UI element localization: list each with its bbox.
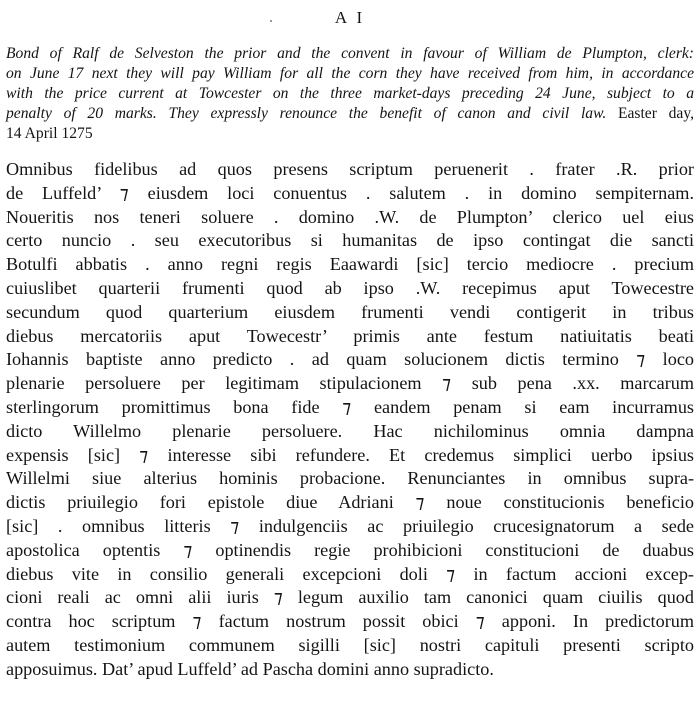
- summary-line: penalty of 20 marks. They expressly renounce the benefit of canon and civil law.: [6, 105, 607, 122]
- document-number: A I: [334, 8, 366, 27]
- document-summary: [6, 44, 694, 144]
- text-line: expensis [sic] ⁊ interesse sibi refundere. Et credemus simplici uerbo ipsius: [6, 444, 694, 465]
- text-line: dicto Willelmo plenarie persoluere. Hac nichilominus omnia dampna: [6, 420, 694, 441]
- summary-line: with the price current at Towcester on the three market-days preceding 24 June, subject to a: [6, 85, 694, 102]
- text-line: apposuimus. Dat’ apud Luffeld’ ad Pascha domini anno supradicto.: [6, 658, 494, 679]
- document-date: 14 April 1275: [6, 125, 93, 142]
- text-line: [sic] . omnibus litteris ⁊ indulgenciis ac priuilegio crucesignatorum a sede: [6, 515, 694, 536]
- page-speck: [270, 20, 272, 22]
- summary-line-with-date: [6, 104, 694, 124]
- text-line: Willelmi siue alterius hominis probacione. Renunciantes in omnibus supra-: [6, 468, 694, 489]
- text-line: secundum quod quarterium eiusdem frumenti vendi contigerit in tribus: [6, 301, 694, 322]
- text-line: Iohannis baptiste anno predicto . ad quam solucionem dictis termino ⁊ loco: [6, 349, 694, 370]
- text-line: Botulfi abbatis . anno regni regis Eaawardi [sic] tercio mediocre . precium: [6, 254, 694, 275]
- document-date-inline: Easter day,: [617, 105, 695, 122]
- text-line: autem testimonium communem sigilli [sic] nostri capituli presenti scripto: [6, 634, 694, 655]
- text-line: contra hoc scriptum ⁊ factum nostrum possit obici ⁊ apponi. In predictorum: [6, 611, 694, 632]
- text-line: plenarie persoluere per legitimam stipulacionem ⁊ sub pena .xx. marcarum: [6, 373, 694, 394]
- text-line: cuiuslibet quarterii frumenti quod ab ipso .W. recepimus aput Towecestre: [6, 277, 694, 298]
- text-line: apostolica optentis ⁊ optinendis regie prohibicioni constitucioni de duabus: [6, 539, 694, 560]
- text-line: dictis priuilegio fori epistole diue Adriani ⁊ noue constitucionis beneficio: [6, 492, 694, 513]
- summary-line: on June 17 next they will pay William for all the corn they have received from him, in accordance: [6, 65, 694, 82]
- text-line: Omnibus fidelibus ad quos presens scriptum peruenerit . frater .R. prior: [6, 159, 694, 179]
- text-line: cioni reali ac omni alii iuris ⁊ legum auxilio tam canonici quam ciuilis quod: [6, 587, 694, 608]
- text-line: sterlingorum promittimus bona fide ⁊ eandem penam si eam incurramus: [6, 396, 694, 417]
- text-line: Noueritis nos teneri soluere . domino .W. de Plumpton’ clerico uel eius: [6, 206, 694, 227]
- text-line: diebus vite in consilio generali excepcioni doli ⁊ in factum accioni excep-: [6, 563, 694, 584]
- text-line: diebus mercatoriis aput Towecestr’ primis ante festum natiuitatis beati: [6, 325, 694, 346]
- document-page: [6, 0, 694, 682]
- summary-line: Bond of Ralf de Selveston the prior and the convent in favour of William de Plumpton, clerk:: [6, 45, 694, 62]
- text-line: certo nuncio . seu executoribus si humanitas de ipso contingat die sancti: [6, 230, 694, 251]
- charter-text: [6, 158, 694, 682]
- text-line: de Luffeld’ ⁊ eiusdem loci conuentus . salutem . in domino sempiternam.: [6, 182, 694, 203]
